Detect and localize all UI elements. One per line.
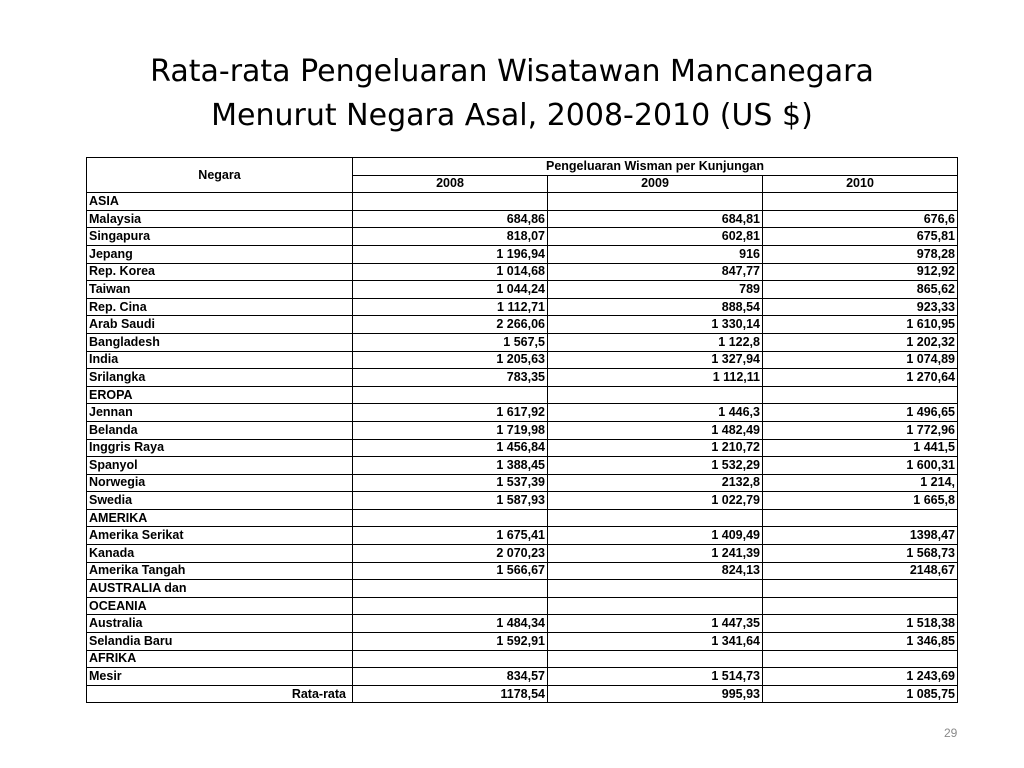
table-row: [87, 421, 958, 439]
value-2008: 1 537,39: [353, 474, 548, 492]
value-2008: 1 014,68: [353, 263, 548, 281]
expenditure-table: [86, 157, 958, 703]
country-name: Norwegia: [87, 474, 353, 492]
empty-cell: [763, 580, 958, 598]
country-name: Amerika Tangah: [87, 562, 353, 580]
value-2010: 1 243,69: [763, 668, 958, 686]
value-2010: 675,81: [763, 228, 958, 246]
country-name: Rep. Korea: [87, 263, 353, 281]
empty-cell: [763, 509, 958, 527]
table-row: [87, 298, 958, 316]
country-name: Rep. Cina: [87, 298, 353, 316]
value-2010: 1 346,85: [763, 633, 958, 651]
value-2010: 1 085,75: [763, 685, 958, 703]
value-2009: 1 514,73: [548, 668, 763, 686]
country-name: Jennan: [87, 404, 353, 422]
value-2009: 847,77: [548, 263, 763, 281]
value-2008: 684,86: [353, 210, 548, 228]
value-2010: 865,62: [763, 281, 958, 299]
value-2010: 2148,67: [763, 562, 958, 580]
table-row: [87, 492, 958, 510]
value-2010: 1 568,73: [763, 545, 958, 563]
value-2009: 1 532,29: [548, 457, 763, 475]
country-name: Belanda: [87, 421, 353, 439]
empty-cell: [353, 509, 548, 527]
value-2010: 1 610,95: [763, 316, 958, 334]
value-2010: 1 772,96: [763, 421, 958, 439]
value-2010: 1 496,65: [763, 404, 958, 422]
value-2009: 1 341,64: [548, 633, 763, 651]
value-2009: 1 112,11: [548, 369, 763, 387]
value-2010: 1 074,89: [763, 351, 958, 369]
header-country: Negara: [87, 158, 353, 193]
header-year-2010: 2010: [763, 175, 958, 193]
country-name: India: [87, 351, 353, 369]
country-name: Australia: [87, 615, 353, 633]
table-row: [87, 474, 958, 492]
value-2008: 1 719,98: [353, 421, 548, 439]
table-row: [87, 228, 958, 246]
empty-cell: [548, 193, 763, 211]
empty-cell: [548, 597, 763, 615]
table-row: [87, 439, 958, 457]
value-2009: 916: [548, 245, 763, 263]
value-2010: 676,6: [763, 210, 958, 228]
country-name: Kanada: [87, 545, 353, 563]
section-label: AFRIKA: [87, 650, 353, 668]
value-2010: 978,28: [763, 245, 958, 263]
value-2009: 1 330,14: [548, 316, 763, 334]
average-label: Rata-rata: [87, 685, 353, 703]
empty-cell: [763, 193, 958, 211]
table-row: [87, 369, 958, 387]
value-2009: 1 447,35: [548, 615, 763, 633]
table-row: [87, 527, 958, 545]
table-row: [87, 245, 958, 263]
value-2008: 1 675,41: [353, 527, 548, 545]
value-2008: 1 592,91: [353, 633, 548, 651]
value-2009: 824,13: [548, 562, 763, 580]
value-2009: 1 446,3: [548, 404, 763, 422]
empty-cell: [548, 386, 763, 404]
table-row: [87, 615, 958, 633]
value-2010: 1 441,5: [763, 439, 958, 457]
empty-cell: [548, 650, 763, 668]
value-2009: 1 482,49: [548, 421, 763, 439]
value-2008: 1 112,71: [353, 298, 548, 316]
value-2008: 1 044,24: [353, 281, 548, 299]
value-2009: 789: [548, 281, 763, 299]
table-row: [87, 333, 958, 351]
value-2008: 783,35: [353, 369, 548, 387]
country-name: Selandia Baru: [87, 633, 353, 651]
value-2009: 1 327,94: [548, 351, 763, 369]
value-2010: 1 202,32: [763, 333, 958, 351]
section-label: AMERIKA: [87, 509, 353, 527]
table-row: [87, 316, 958, 334]
country-name: Arab Saudi: [87, 316, 353, 334]
section-label: OCEANIA: [87, 597, 353, 615]
value-2009: 602,81: [548, 228, 763, 246]
country-name: Swedia: [87, 492, 353, 510]
empty-cell: [763, 386, 958, 404]
table-row: [87, 351, 958, 369]
section-label: ASIA: [87, 193, 353, 211]
country-name: Singapura: [87, 228, 353, 246]
value-2008: 1 456,84: [353, 439, 548, 457]
value-2008: 1 587,93: [353, 492, 548, 510]
country-name: Malaysia: [87, 210, 353, 228]
section-label: AUSTRALIA dan: [87, 580, 353, 598]
table-row: [87, 545, 958, 563]
empty-cell: [353, 597, 548, 615]
table-row: [87, 210, 958, 228]
table-body: [87, 193, 958, 703]
empty-cell: [548, 509, 763, 527]
empty-cell: [763, 597, 958, 615]
header-row-1: [87, 158, 958, 176]
section-row: [87, 386, 958, 404]
section-row: [87, 509, 958, 527]
value-2008: 2 070,23: [353, 545, 548, 563]
value-2010: 1 600,31: [763, 457, 958, 475]
section-row: [87, 597, 958, 615]
value-2010: 1 665,8: [763, 492, 958, 510]
value-2008: 1178,54: [353, 685, 548, 703]
title-line-2: Menurut Negara Asal, 2008-2010 (US $): [211, 98, 813, 133]
value-2010: 923,33: [763, 298, 958, 316]
country-name: Mesir: [87, 668, 353, 686]
table-row: [87, 281, 958, 299]
table-row: [87, 668, 958, 686]
country-name: Bangladesh: [87, 333, 353, 351]
value-2010: 1398,47: [763, 527, 958, 545]
value-2010: 1 214,: [763, 474, 958, 492]
value-2009: 1 022,79: [548, 492, 763, 510]
value-2008: 1 566,67: [353, 562, 548, 580]
value-2010: 1 270,64: [763, 369, 958, 387]
country-name: Taiwan: [87, 281, 353, 299]
table-row: [87, 263, 958, 281]
country-name: Inggris Raya: [87, 439, 353, 457]
section-row: [87, 193, 958, 211]
value-2008: 1 484,34: [353, 615, 548, 633]
value-2009: 684,81: [548, 210, 763, 228]
value-2008: 818,07: [353, 228, 548, 246]
section-row: [87, 650, 958, 668]
header-group: Pengeluaran Wisman per Kunjungan: [353, 158, 958, 176]
value-2009: 2132,8: [548, 474, 763, 492]
table-row: [87, 404, 958, 422]
section-row: [87, 580, 958, 598]
average-row: [87, 685, 958, 703]
value-2009: 888,54: [548, 298, 763, 316]
section-label: EROPA: [87, 386, 353, 404]
value-2010: 912,92: [763, 263, 958, 281]
empty-cell: [548, 580, 763, 598]
value-2009: 995,93: [548, 685, 763, 703]
value-2009: 1 241,39: [548, 545, 763, 563]
header-year-2008: 2008: [353, 175, 548, 193]
empty-cell: [353, 386, 548, 404]
country-name: Amerika Serikat: [87, 527, 353, 545]
title-line-1: Rata-rata Pengeluaran Wisatawan Mancanegara: [150, 54, 874, 89]
value-2010: 1 518,38: [763, 615, 958, 633]
value-2008: 1 617,92: [353, 404, 548, 422]
table-row: [87, 633, 958, 651]
table-row: [87, 457, 958, 475]
value-2009: 1 122,8: [548, 333, 763, 351]
value-2008: 2 266,06: [353, 316, 548, 334]
value-2008: 834,57: [353, 668, 548, 686]
empty-cell: [353, 580, 548, 598]
country-name: Spanyol: [87, 457, 353, 475]
value-2009: 1 409,49: [548, 527, 763, 545]
value-2008: 1 196,94: [353, 245, 548, 263]
slide-title: [0, 50, 1024, 138]
empty-cell: [353, 650, 548, 668]
table-row: [87, 562, 958, 580]
country-name: Jepang: [87, 245, 353, 263]
empty-cell: [763, 650, 958, 668]
value-2008: 1 205,63: [353, 351, 548, 369]
slide-number: 29: [944, 726, 958, 740]
header-year-2009: 2009: [548, 175, 763, 193]
value-2009: 1 210,72: [548, 439, 763, 457]
value-2008: 1 388,45: [353, 457, 548, 475]
country-name: Srilangka: [87, 369, 353, 387]
empty-cell: [353, 193, 548, 211]
value-2008: 1 567,5: [353, 333, 548, 351]
